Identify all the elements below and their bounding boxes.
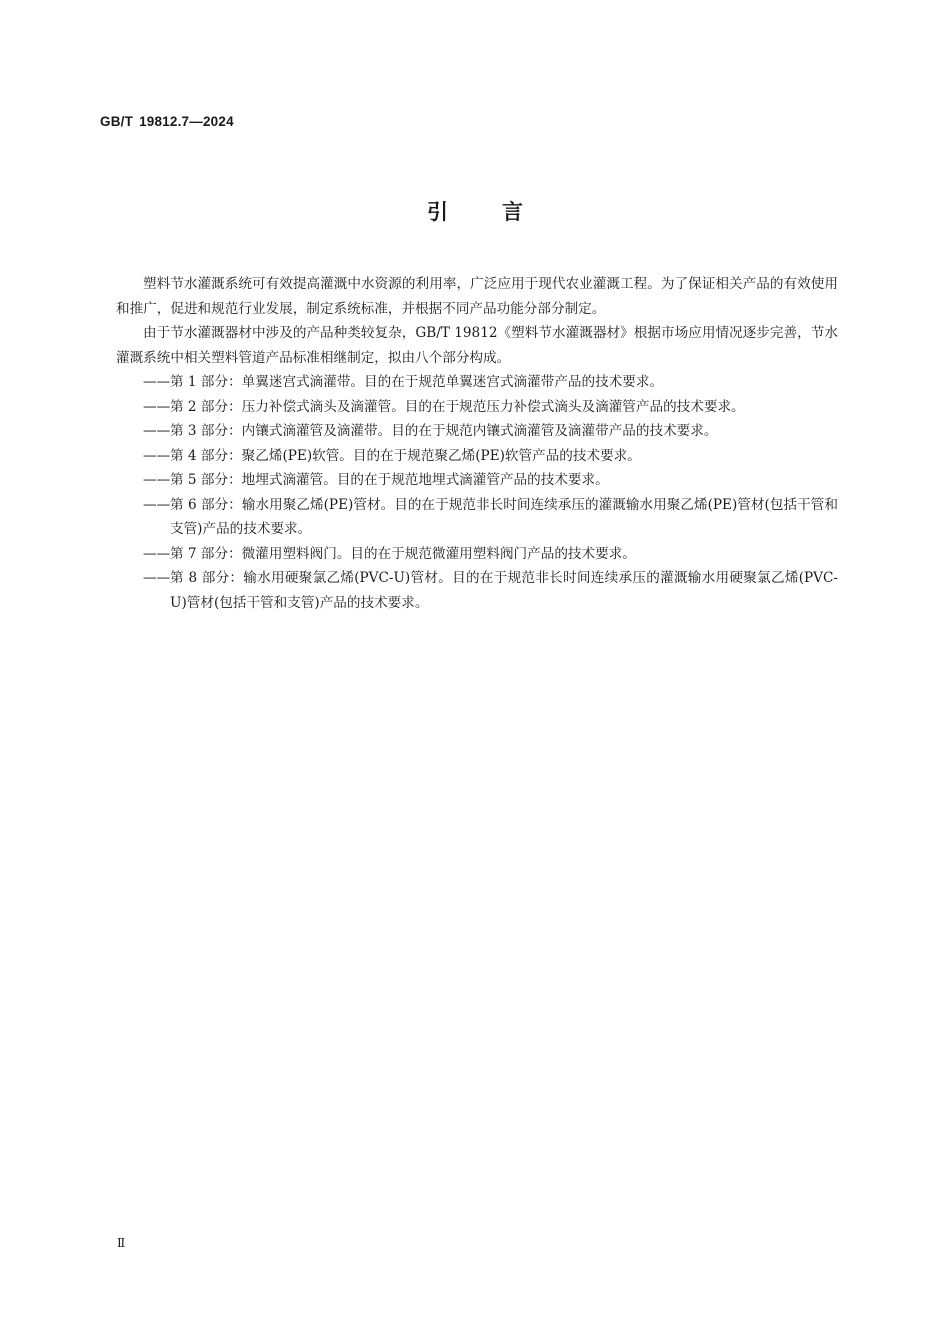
parts-list [116, 370, 838, 615]
list-item-part-8 [116, 566, 838, 615]
document-code-prefix: GB/T [100, 114, 134, 129]
document-code [100, 114, 234, 129]
list-item-text: 第 5 部分：地埋式滴灌管。目的在于规范地埋式滴灌管产品的技术要求。 [170, 472, 609, 488]
list-item-text: 第 4 部分：聚乙烯(PE)软管。目的在于规范聚乙烯(PE)软管产品的技术要求。 [170, 447, 641, 464]
list-item-part-2 [116, 395, 838, 420]
list-item-part-7 [116, 542, 838, 567]
list-item-part-3 [116, 419, 838, 444]
list-dash: —— [143, 398, 171, 415]
list-item-text: 第 8 部分：输水用硬聚氯乙烯(PVC-U)管材。目的在于规范非长时间连续承压的灌溉输水用硬聚氯乙烯(PVC-U)管材(包括干管和支管)产品的技术要求。 [170, 570, 838, 611]
list-item-text: 第 2 部分：压力补偿式滴头及滴灌管。目的在于规范压力补偿式滴头及滴灌管产品的技术要求。 [170, 398, 745, 415]
list-item-part-5 [116, 468, 838, 493]
list-item-part-6 [116, 493, 838, 542]
list-dash: —— [143, 545, 171, 562]
intro-paragraph-1: 塑料节水灌溉系统可有效提高灌溉中水资源的利用率，广泛应用于现代农业灌溉工程。为了保证相关产品的有效使用和推广，促进和规范行业发展，制定系统标准，并根据不同产品功能分部分制定。 [116, 276, 838, 317]
list-item-text: 第 1 部分：单翼迷宫式滴灌带。目的在于规范单翼迷宫式滴灌带产品的技术要求。 [170, 374, 664, 390]
list-item-text: 第 6 部分：输水用聚乙烯(PE)管材。目的在于规范非长时间连续承压的灌溉输水用聚乙烯(PE)管材(包括干管和支管)产品的技术要求。 [170, 496, 838, 537]
list-item-part-4 [116, 444, 838, 469]
intro-paragraph-2: 由于节水灌溉器材中涉及的产品种类较复杂，GB/T 19812《塑料节水灌溉器材》根据市场应用情况逐步完善，节水灌溉系统中相关塑料管道产品标准相继制定，拟由八个部分构成。 [116, 325, 838, 366]
list-item-text: 第 7 部分：微灌用塑料阀门。目的在于规范微灌用塑料阀门产品的技术要求。 [170, 545, 636, 562]
list-dash: —— [143, 472, 171, 488]
list-dash: —— [143, 496, 171, 513]
list-item-text: 第 3 部分：内镶式滴灌管及滴灌带。目的在于规范内镶式滴灌管及滴灌带产品的技术要求。 [170, 423, 718, 439]
introduction-body [116, 272, 838, 615]
list-dash: —— [143, 570, 171, 586]
list-item-part-1 [116, 370, 838, 395]
list-dash: —— [143, 423, 171, 439]
page-number: Ⅱ [117, 1236, 126, 1250]
list-dash: —— [143, 374, 171, 390]
page-title: 引言 [427, 200, 577, 224]
list-dash: —— [143, 447, 171, 464]
document-code-number: 19812.7—2024 [139, 114, 234, 129]
